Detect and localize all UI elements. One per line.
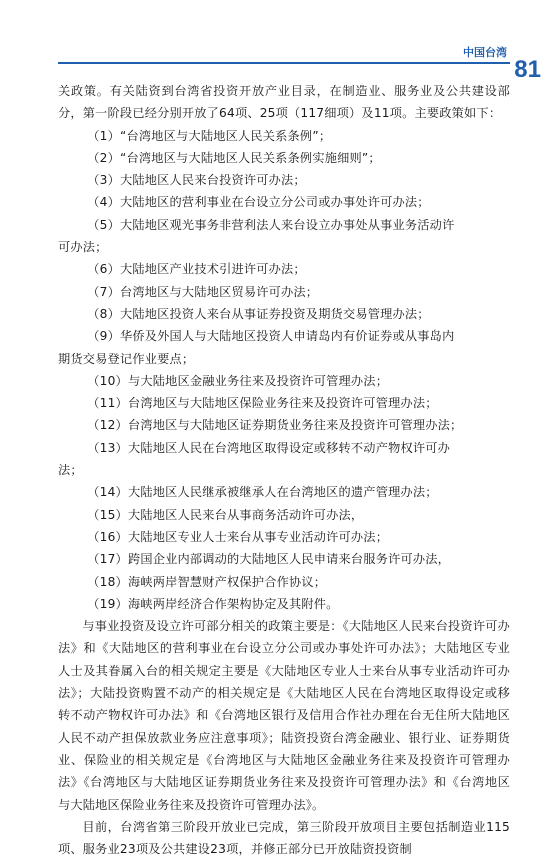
- policy-list-item: （17）跨国企业内部调动的大陆地区人民申请来台服务许可办法，: [87, 552, 451, 567]
- policy-list-item: （8）大陆地区投资人来台从事证券投资及期货交易管理办法；: [87, 306, 430, 321]
- third-stage-paragraph: 目前，台湾省第三阶段开放业已完成，第三阶段开放项目主要包括制造业115项、服务业23项及公共建设23项，并修正部分已开放陆资投资制: [58, 819, 510, 857]
- policy-list-item: （6）大陆地区产业技术引进许可办法；: [87, 262, 306, 277]
- section-label: 中国台湾: [463, 46, 507, 59]
- policy-list-item: （4）大陆地区的营利事业在台设立分公司或办事处许可办法；: [87, 195, 430, 210]
- policy-list-item: （18）海峡两岸智慧财产权保护合作协议；: [87, 574, 327, 589]
- policy-list-item: （2）“台湾地区与大陆地区人民关系条例实施细则”；: [87, 150, 381, 165]
- policy-list-item: （13）大陆地区人民在台湾地区取得设定或移转不动产物权许可办: [87, 440, 451, 455]
- header-rule: [58, 62, 510, 64]
- policy-list-item: （14）大陆地区人民继承被继承人在台湾地区的遗产管理办法；: [87, 485, 438, 500]
- policy-list: [58, 125, 510, 616]
- policy-list-item: （1）“台湾地区与大陆地区人民关系条例”；: [87, 128, 332, 143]
- policy-list-item: （10）与大陆地区金融业务往来及投资许可管理办法；: [87, 373, 389, 388]
- policy-list-item: （3）大陆地区人民来台投资许可办法；: [87, 173, 306, 188]
- policy-list-item: （16）大陆地区专业人士来台从事专业活动许可办法；: [87, 529, 389, 544]
- policy-list-item-continuation: 可办法；: [58, 240, 108, 255]
- related-policies-paragraph: 与事业投资及设立许可部分相关的政策主要是：《大陆地区人民来台投资许可办法》和《大陆地区的营利事业在台设立分公司或办事处许可办法》；大陆地区专业人士及其眷属入台的相关规定主要是《大陆地区专业人士来台从事专业活动许可办法》；大陆投资购置不动产的相关规定是《大陆地区人民在台湾地区取得设定或移转不动产物权许可办法》和《台湾地区银行及信用合作社办理在台无住所大陆地区人民不动产担保放款业务应注意事项》；陆资投资台湾金融业、银行业、证券期货业、保险业的相关规定是《台湾地区与大陆地区金融业务往来及投资许可管理办法》《台湾地区与大陆地区证券期货业务往来及投资许可管理办法》和《台湾地区与大陆地区保险业务往来及投资许可管理办法》。: [58, 619, 510, 812]
- page-body: [58, 80, 510, 860]
- policy-list-item: （9）华侨及外国人与大陆地区投资人申请岛内有价证券或从事岛内: [87, 329, 455, 344]
- policy-list-item-continuation: 期货交易登记作业要点；: [58, 351, 195, 366]
- policy-list-item-continuation: 法；: [58, 463, 83, 478]
- policy-list-item: （15）大陆地区人民来台从事商务活动许可办法，: [87, 507, 364, 522]
- page-number: 81: [514, 56, 541, 83]
- policy-list-item: （5）大陆地区观光事务非营利法人来台设立办事处从事业务活动许: [87, 217, 455, 232]
- policy-list-item: （7）台湾地区与大陆地区贸易许可办法；: [87, 284, 319, 299]
- intro-paragraph: 关政策。有关陆资到台湾省投资开放产业目录，在制造业、服务业及公共建设部分，第一阶段已经分别开放了64项、25项（117细项）及11项。主要政策如下：: [58, 84, 510, 121]
- policy-list-item: （12）台湾地区与大陆地区证券期货业务往来及投资许可管理办法；: [87, 418, 463, 433]
- policy-list-item: （11）台湾地区与大陆地区保险业务往来及投资许可管理办法；: [87, 396, 438, 411]
- policy-list-item: （19）海峡两岸经济合作架构协定及其附件。: [87, 596, 339, 611]
